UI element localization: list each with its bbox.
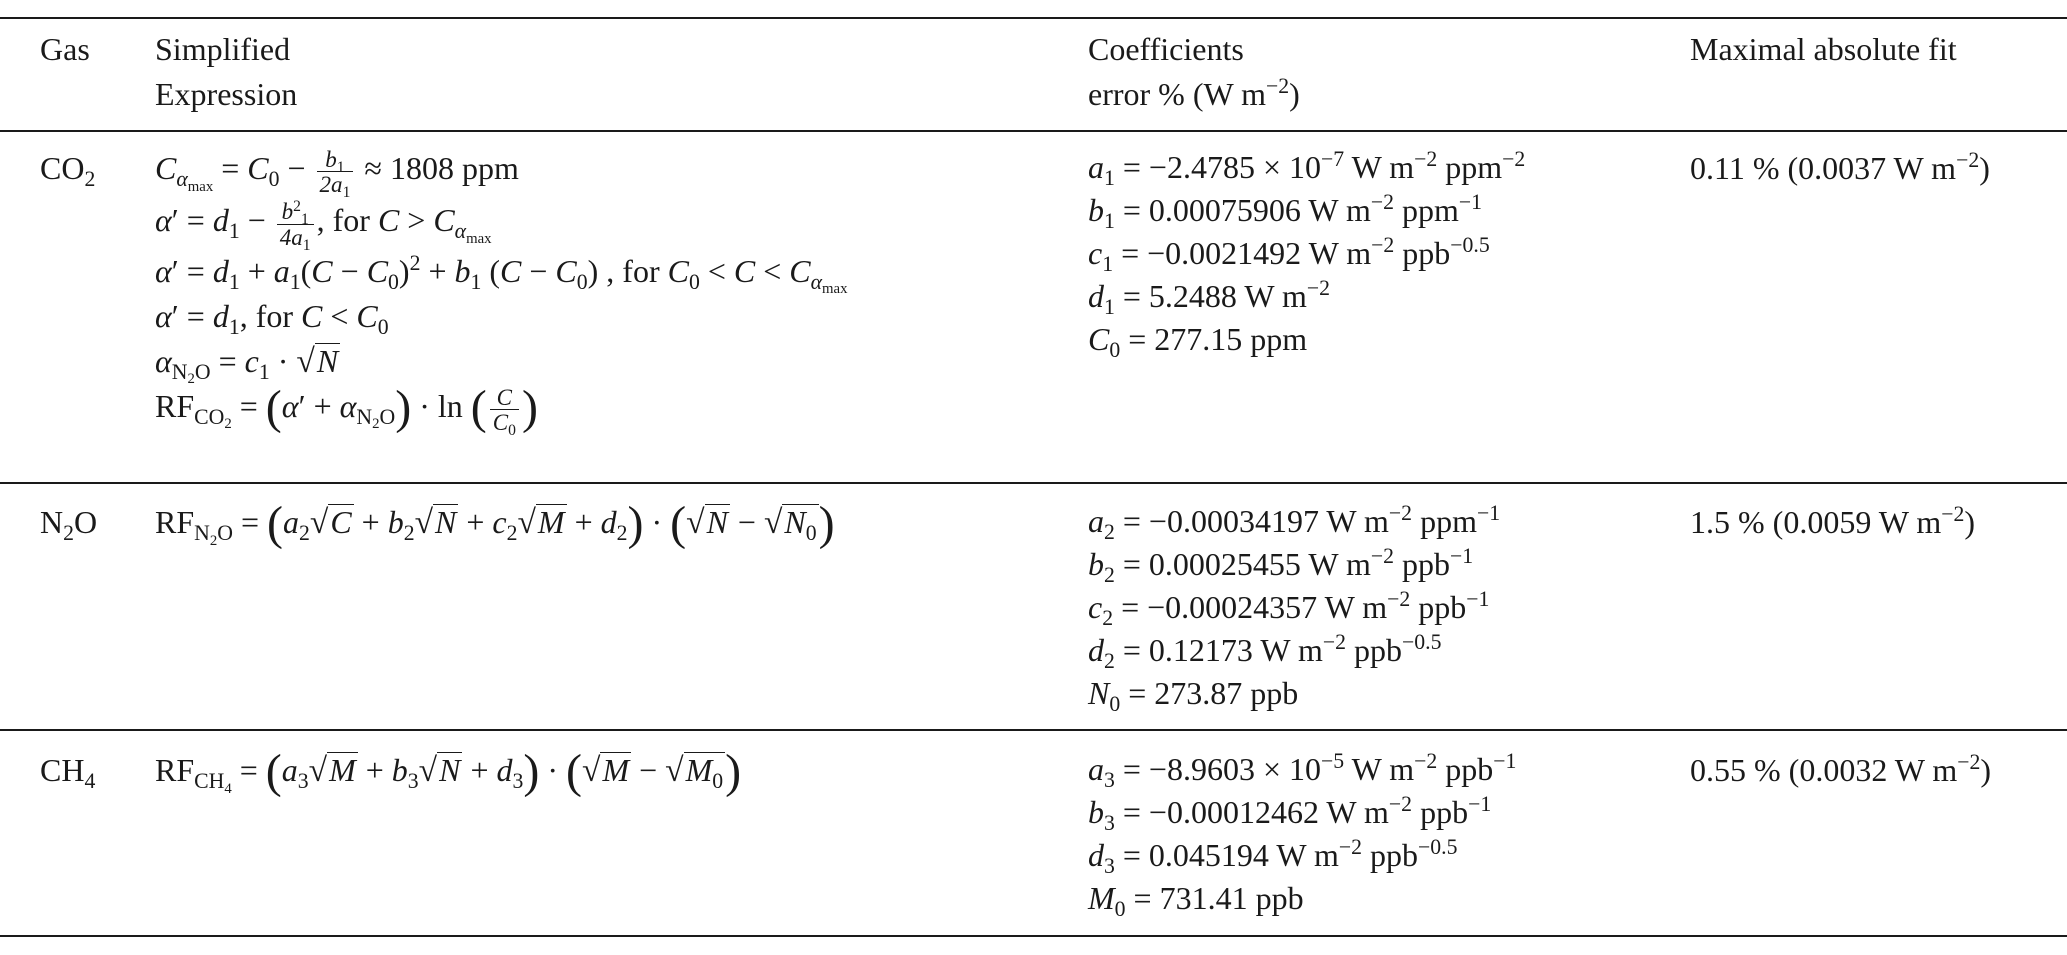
row-divider-n2o [0, 729, 2067, 731]
header-coefficients: Coefficients error % (W $m^{-2}$) [1088, 31, 1300, 112]
coefficients-ch4: $a_3 = -8.9603 \times 10^{-5}$ W $m^{-2}$ ppb$^{-1}$ $b_3 = -0.00012462$ W $m^{-2}$ ppb$^{-1}$ $d_3 = 0.045194$ W $m^{-2}$ ppb$^{-0.5}$ $M_0 = 731.41$ ppb [1088, 749, 1517, 921]
coefficients-co2: $a_1 = -2.4785 \times 10^{-7}$ W $m^{-2}$ ppm$^{-2}$ $b_1 = 0.00075906$ W $m^{-2}$ ppm$^{-1}$ $c_1 = -0.0021492$ W $m^{-2}$ ppb$^{-0.5}$ $d_1 = 5.2488$ W $m^{-2}$ $C_0 = 277.15$ ppm [1088, 147, 1526, 362]
coefficients-n2o: $a_2 = -0.00034197$ W $m^{-2}$ ppm$^{-1}$ $b_2 = 0.00025455$ W $m^{-2}$ ppb$^{-1}$ $c_2 = -0.00024357$ W $m^{-2}$ ppb$^{-1}$ $d_2 = 0.12173$ W $m^{-2}$ ppb$^{-0.5}$ $N_0 = 273.87$ ppb [1088, 501, 1501, 716]
row-divider-co2 [0, 482, 2067, 484]
co2-expr-5: $\alpha_{N_2O} = c_1 \cdot √N$ [155, 342, 339, 388]
fit-ch4: 0.55 % (0.0032 W $m^{-2}$) [1690, 750, 1992, 788]
gas-co2: $CO_2$ [40, 150, 96, 191]
table-top-rule [0, 17, 2067, 19]
header-fit: Maximal absolute fit [1690, 31, 1957, 67]
header-expression: Simplified Expression [155, 31, 298, 112]
table-bottom-rule [0, 935, 2067, 937]
expression-co2 [155, 145, 848, 439]
fit-co2: 0.11 % (0.0037 W $m^{-2}$) [1690, 148, 1990, 186]
co2-expr-2: $\alpha' = d_1$ − $\frac{b^2_1}{4a_1}$ , for $C > C_{\alpha_{max}}$ [155, 197, 492, 254]
fit-n2o: 1.5 % (0.0059 W $m^{-2}$) [1690, 502, 1976, 540]
gas-n2o: $N_2O$ [40, 504, 98, 545]
gas-ch4: $CH_4$ [40, 752, 96, 793]
header-bottom-rule [0, 130, 2067, 132]
header-gas: Gas [40, 31, 90, 67]
expression-ch4: $RF_{CH_4} = (a_3√M + b_3√N + d_3) \cdot (√M - √M_0)$ [155, 744, 742, 798]
co2-expr-6: $RF_{CO_2} = (\alpha' + \alpha_{N_2O}) \cdot \ln$ ( $\frac{C}{C_0}$ ) [155, 380, 538, 439]
co2-expr-4: $\alpha' = d_1$, for $C < C_0$ [155, 297, 389, 339]
co2-expr-1: $C_{\alpha_{max}} = C_0$ − $\frac{b_1}{2a_1}$ ≈ 1808 ppm [155, 145, 519, 202]
expression-n2o: $RF_{N_2O} = (a_2√C + b_2√N + c_2√M + d_2) \cdot (√N - √N_0)$ [155, 496, 835, 550]
co2-expr-3: $\alpha' = d_1 + a_1(C - C_0)^2 + b_1$ $(C - C_0)$ , for $C_0 < C < C_{\alpha_{max}}$ [155, 250, 848, 298]
